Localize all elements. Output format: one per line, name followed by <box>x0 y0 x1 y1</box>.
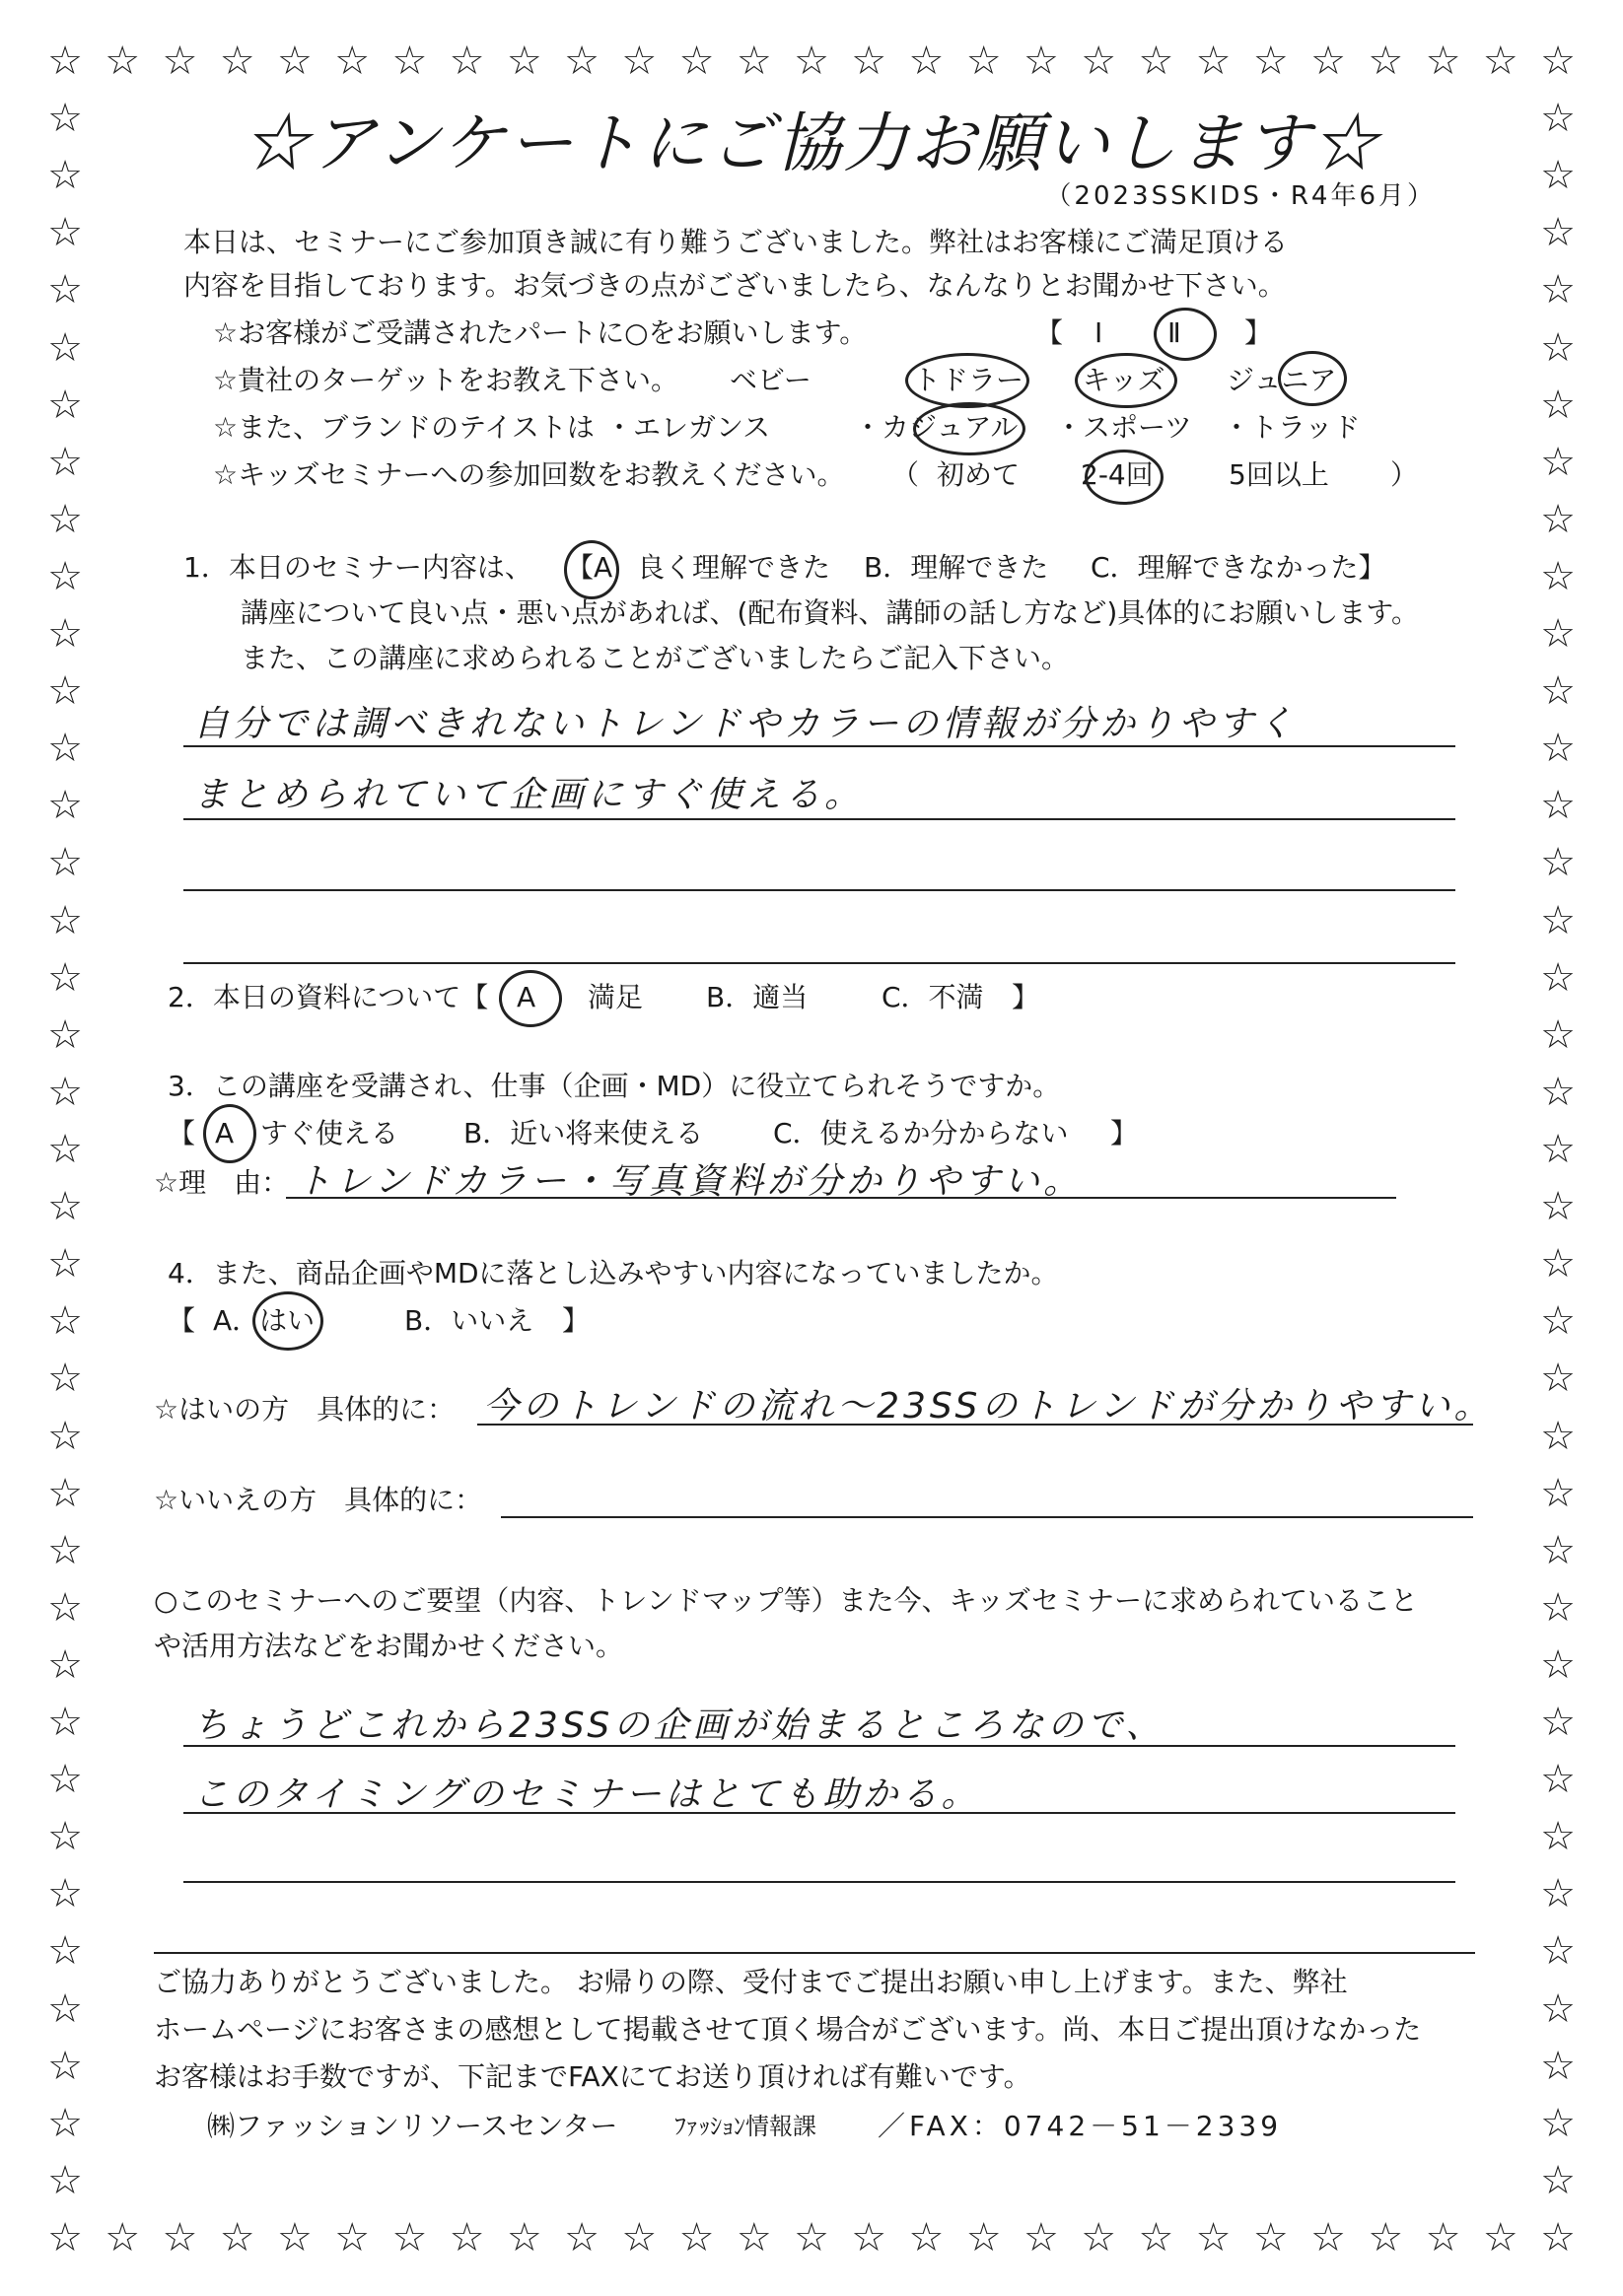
requests-line-1: ○このセミナーへのご要望（内容、トレンドマップ等）また今、キッズセミナーに求められていること <box>154 1584 1419 1617</box>
border-star: ☆ <box>47 210 83 256</box>
selected-mark <box>564 540 619 599</box>
border-star: ☆ <box>105 38 141 84</box>
answer-line <box>183 1812 1455 1814</box>
border-star: ☆ <box>1540 210 1576 256</box>
border-star: ☆ <box>334 2215 371 2261</box>
selected-mark <box>905 353 1029 408</box>
border-star: ☆ <box>219 2215 255 2261</box>
border-star: ☆ <box>908 2215 945 2261</box>
q4-yes-label: ☆はいの方 具体的に： <box>154 1393 456 1426</box>
border-star: ☆ <box>105 2215 141 2261</box>
q4-option-b[interactable]: B．いいえ <box>404 1304 534 1337</box>
border-star: ☆ <box>1540 1356 1576 1402</box>
q1-line-3: また、この講座に求められることがございましたらご記入下さい。 <box>241 642 1070 674</box>
border-star: ☆ <box>47 1757 83 1803</box>
border-star: ☆ <box>1540 153 1576 199</box>
q2-option-a-text: 満足 <box>588 981 644 1013</box>
border-star: ☆ <box>851 38 887 84</box>
selected-mark <box>1278 351 1347 406</box>
border-star: ☆ <box>1195 38 1232 84</box>
border-star: ☆ <box>391 38 428 84</box>
q3-option-b[interactable]: B．近い将来使える <box>463 1117 704 1149</box>
survey-code: （2023SSKIDS・R4年6月） <box>1045 181 1436 211</box>
border-star: ☆ <box>449 38 485 84</box>
border-star: ☆ <box>47 96 83 142</box>
border-star: ☆ <box>276 38 313 84</box>
requests-line-2: や活用方法などをお聞かせください。 <box>154 1630 624 1662</box>
border-star: ☆ <box>47 267 83 313</box>
border-star: ☆ <box>794 38 829 84</box>
border-star: ☆ <box>47 783 83 829</box>
border-star: ☆ <box>1540 382 1576 428</box>
border-star: ☆ <box>1425 2215 1461 2261</box>
q4-line-1: 4．また、商品企画やMDに落とし込みやすい内容になっていましたか。 <box>168 1257 1059 1289</box>
target-option-kids[interactable]: キッズ <box>1083 364 1165 396</box>
q3-reason-answer: トレンドカラー・写真資料が分かりやすい。 <box>296 1161 1084 1202</box>
answer-line <box>183 1745 1455 1747</box>
border-star: ☆ <box>47 1241 83 1287</box>
footer-fax: ／FAX：0742－51－2339 <box>878 2110 1283 2142</box>
selected-mark <box>203 1104 256 1163</box>
answer-line <box>501 1516 1473 1518</box>
border-star: ☆ <box>1540 1470 1576 1516</box>
border-star: ☆ <box>47 1184 83 1230</box>
border-star: ☆ <box>47 668 83 715</box>
border-star: ☆ <box>1540 1069 1576 1115</box>
page-title: ☆アンケートにご協力お願いします☆ <box>243 105 1380 181</box>
q3-line-1: 3．この講座を受講され、仕事（企画・MD）に役立てられそうですか。 <box>168 1070 1061 1102</box>
border-star: ☆ <box>1540 611 1576 658</box>
q2-option-b[interactable]: B．適当 <box>706 981 809 1013</box>
border-star: ☆ <box>47 496 83 542</box>
border-star: ☆ <box>47 1356 83 1402</box>
part-close-bracket: 】 <box>1244 316 1273 349</box>
border-star: ☆ <box>1081 38 1117 84</box>
selected-mark <box>1085 450 1164 505</box>
border-star: ☆ <box>1540 1700 1576 1746</box>
target-option-toddler[interactable]: トドラー <box>913 364 1024 396</box>
border-star: ☆ <box>1540 1584 1576 1631</box>
border-star: ☆ <box>1138 2215 1174 2261</box>
border-star: ☆ <box>1540 1527 1576 1573</box>
border-star: ☆ <box>47 153 83 199</box>
border-star: ☆ <box>47 1584 83 1631</box>
border-star: ☆ <box>162 2215 198 2261</box>
selected-mark <box>913 402 1025 455</box>
border-star: ☆ <box>678 38 715 84</box>
border-star: ☆ <box>1195 2215 1232 2261</box>
q4-no-label: ☆いいえの方 具体的に： <box>154 1484 483 1516</box>
q4-yes-answer: 今のトレンドの流れ～23SSのトレンドが分かりやすい。 <box>483 1386 1494 1426</box>
count-option-2-4[interactable]: 2-4回 <box>1081 458 1154 491</box>
border-star: ☆ <box>564 38 600 84</box>
border-star: ☆ <box>47 1127 83 1172</box>
border-star: ☆ <box>1540 553 1576 599</box>
q3-open: 【 <box>168 1117 196 1149</box>
border-star: ☆ <box>47 1985 83 2032</box>
border-star: ☆ <box>965 2215 1002 2261</box>
q4-open: 【 <box>168 1304 196 1337</box>
target-option-junior[interactable]: ジュニア <box>1227 364 1337 396</box>
border-star: ☆ <box>1540 897 1576 943</box>
count-close-bracket: ） <box>1390 458 1419 491</box>
border-star: ☆ <box>1540 324 1576 371</box>
border-star: ☆ <box>1540 1757 1576 1803</box>
border-star: ☆ <box>47 1298 83 1345</box>
border-star: ☆ <box>736 2215 772 2261</box>
count-open-bracket: （ <box>891 458 920 491</box>
border-star: ☆ <box>47 840 83 886</box>
q1-option-a[interactable]: 【A <box>566 551 613 584</box>
border-star: ☆ <box>47 2100 83 2146</box>
answer-line <box>183 1881 1455 1883</box>
q1-answer-2: まとめられていて企画にすぐ使える。 <box>193 775 865 815</box>
target-question: ☆貴社のターゲットをお教え下さい。 <box>213 364 678 396</box>
border-star: ☆ <box>1023 2215 1059 2261</box>
border-star: ☆ <box>1540 1928 1576 1975</box>
border-star: ☆ <box>1540 2043 1576 2089</box>
footer-line-2: ホームページにお客さまの感想として掲載させて頂く場合がございます。尚、本日ご提出頂けなかった <box>154 2013 1422 2046</box>
border-star: ☆ <box>1540 954 1576 1001</box>
border-star: ☆ <box>47 38 83 84</box>
border-star: ☆ <box>47 954 83 1001</box>
border-star: ☆ <box>219 38 255 84</box>
footer-line-1: ご協力ありがとうございました。 お帰りの際、受付までご提出お願い申し上げます。また、弊社 <box>154 1966 1348 1998</box>
border-star: ☆ <box>1540 1127 1576 1172</box>
border-star: ☆ <box>1482 2215 1518 2261</box>
border-star: ☆ <box>1540 1413 1576 1459</box>
border-star: ☆ <box>1023 38 1059 84</box>
border-star: ☆ <box>47 2215 83 2261</box>
border-star: ☆ <box>621 38 658 84</box>
border-star: ☆ <box>1540 96 1576 142</box>
selected-mark <box>252 1291 323 1351</box>
border-star: ☆ <box>1540 668 1576 715</box>
border-star: ☆ <box>506 38 542 84</box>
border-star: ☆ <box>1540 840 1576 886</box>
q3-reason-label: ☆理 由： <box>154 1166 290 1199</box>
border-star: ☆ <box>47 1470 83 1516</box>
footer-department: ﾌｧｯｼｮﾝ情報課 <box>674 2113 816 2140</box>
border-star: ☆ <box>1310 38 1346 84</box>
border-star: ☆ <box>794 2215 829 2261</box>
border-star: ☆ <box>1252 2215 1289 2261</box>
q1-answer-1: 自分では調べきれないトレンドやカラーの情報が分かりやすく <box>193 704 1298 744</box>
count-option-5plus[interactable]: 5回以上 <box>1229 458 1329 491</box>
answer-line <box>183 818 1455 820</box>
border-star: ☆ <box>1252 38 1289 84</box>
q3-option-a-text: すぐ使える <box>260 1117 399 1149</box>
q1-prefix: 1．本日のセミナー内容は、 <box>183 551 532 584</box>
q2-option-c[interactable]: C．不満 <box>882 981 984 1013</box>
intro-line-1: 本日は、セミナーにご参加頂き誠に有り難うございました。弊社はお客様にご満足頂ける <box>183 226 1289 258</box>
border-star: ☆ <box>47 553 83 599</box>
border-star: ☆ <box>1540 267 1576 313</box>
border-star: ☆ <box>564 2215 600 2261</box>
answer-line <box>286 1197 1396 1199</box>
selected-mark <box>499 970 562 1027</box>
q2-option-a[interactable]: A <box>517 981 536 1013</box>
border-star: ☆ <box>449 2215 485 2261</box>
answer-line <box>183 889 1455 891</box>
part-option-2[interactable]: Ⅱ <box>1167 316 1181 349</box>
border-star: ☆ <box>506 2215 542 2261</box>
border-star: ☆ <box>162 38 198 84</box>
border-star: ☆ <box>1540 726 1576 772</box>
border-star: ☆ <box>334 38 371 84</box>
q2-prefix: 2．本日の資料について【 <box>168 981 489 1013</box>
answer-line <box>183 745 1455 747</box>
part-question: ☆お客様がご受講されたパートに○をお願いします。 <box>213 316 868 349</box>
border-star: ☆ <box>1540 1241 1576 1287</box>
q4-option-a[interactable]: A．はい <box>213 1304 316 1337</box>
border-star: ☆ <box>276 2215 313 2261</box>
border-star: ☆ <box>47 2043 83 2089</box>
part-open-bracket: 【 <box>1035 316 1064 349</box>
q2-close: 】 <box>1012 981 1040 1013</box>
border-star: ☆ <box>1081 2215 1117 2261</box>
border-star: ☆ <box>47 1527 83 1573</box>
requests-answer-2: このタイミングのセミナーはとても助かる。 <box>193 1774 981 1815</box>
border-star: ☆ <box>851 2215 887 2261</box>
border-star: ☆ <box>1310 2215 1346 2261</box>
border-star: ☆ <box>47 1069 83 1115</box>
q4-close: 】 <box>562 1304 591 1337</box>
border-star: ☆ <box>1540 2157 1576 2203</box>
border-star: ☆ <box>47 1011 83 1058</box>
border-star: ☆ <box>1540 1641 1576 1688</box>
border-star: ☆ <box>908 38 945 84</box>
border-star: ☆ <box>391 2215 428 2261</box>
border-star: ☆ <box>1540 1871 1576 1917</box>
border-star: ☆ <box>1540 1298 1576 1345</box>
border-star: ☆ <box>1540 439 1576 485</box>
taste-option-sports[interactable]: ・スポーツ <box>1055 411 1192 444</box>
border-star: ☆ <box>1540 1011 1576 1058</box>
q1-option-b[interactable]: B．理解できた <box>864 551 1049 584</box>
border-star: ☆ <box>1368 38 1404 84</box>
count-question: ☆キッズセミナーへの参加回数をお教えください。 <box>213 458 845 491</box>
q1-line-2: 講座について良い点・悪い点があれば、(配布資料、講師の話し方など)具体的にお願いします。 <box>241 596 1420 629</box>
border-star: ☆ <box>47 1700 83 1746</box>
q1-option-c[interactable]: C．理解できなかった】 <box>1091 551 1386 584</box>
answer-line <box>183 962 1455 964</box>
border-star: ☆ <box>47 382 83 428</box>
border-star: ☆ <box>47 324 83 371</box>
border-star: ☆ <box>47 1928 83 1975</box>
taste-option-elegance[interactable]: ・エレガンス <box>605 411 771 444</box>
footer-line-3: お客様はお手数ですが、下記までFAXにてお送り頂ければ有難いです。 <box>154 2060 1031 2093</box>
selected-mark <box>1154 308 1217 361</box>
border-star: ☆ <box>47 1641 83 1688</box>
part-option-1[interactable]: Ⅰ <box>1094 316 1103 349</box>
intro-line-2: 内容を目指しております。お気づきの点がございましたら、なんなりとお聞かせ下さい。 <box>183 269 1286 302</box>
q3-option-a[interactable]: A <box>215 1117 235 1149</box>
border-star: ☆ <box>1425 38 1461 84</box>
taste-option-trad[interactable]: ・トラッド <box>1223 411 1361 444</box>
border-star: ☆ <box>47 1413 83 1459</box>
border-star: ☆ <box>1540 38 1576 84</box>
border-star: ☆ <box>678 2215 715 2261</box>
q3-option-c[interactable]: C．使えるか分からない <box>773 1117 1069 1149</box>
answer-line <box>477 1424 1473 1426</box>
border-star: ☆ <box>1540 2215 1576 2261</box>
border-star: ☆ <box>47 439 83 485</box>
q1-option-a-text: 良く理解できた <box>637 551 831 584</box>
border-star: ☆ <box>736 38 772 84</box>
taste-option-casual[interactable]: ・カジュアル <box>854 411 1019 444</box>
border-star: ☆ <box>1540 1184 1576 1230</box>
border-star: ☆ <box>47 2157 83 2203</box>
border-star: ☆ <box>621 2215 658 2261</box>
selected-mark <box>1075 353 1177 408</box>
border-star: ☆ <box>47 1871 83 1917</box>
border-star: ☆ <box>1540 2100 1576 2146</box>
border-star: ☆ <box>1540 1814 1576 1860</box>
taste-question: ☆また、ブランドのテイストは <box>213 411 595 444</box>
requests-answer-1: ちょうどこれから23SSの企画が始まるところなので、 <box>193 1705 1165 1746</box>
border-star: ☆ <box>1138 38 1174 84</box>
border-star: ☆ <box>1482 38 1518 84</box>
border-star: ☆ <box>47 611 83 658</box>
border-star: ☆ <box>965 38 1002 84</box>
border-star: ☆ <box>1540 496 1576 542</box>
q3-close: 】 <box>1110 1117 1139 1149</box>
target-option-baby[interactable]: ベビー <box>730 364 812 396</box>
border-star: ☆ <box>47 726 83 772</box>
footer-company: ㈱ファッションリソースセンター <box>207 2110 618 2142</box>
border-star: ☆ <box>1368 2215 1404 2261</box>
footer-divider <box>154 1952 1475 1954</box>
border-star: ☆ <box>1540 783 1576 829</box>
border-star: ☆ <box>47 1814 83 1860</box>
border-star: ☆ <box>47 897 83 943</box>
count-option-first[interactable]: 初めて <box>937 458 1021 491</box>
border-star: ☆ <box>1540 1985 1576 2032</box>
